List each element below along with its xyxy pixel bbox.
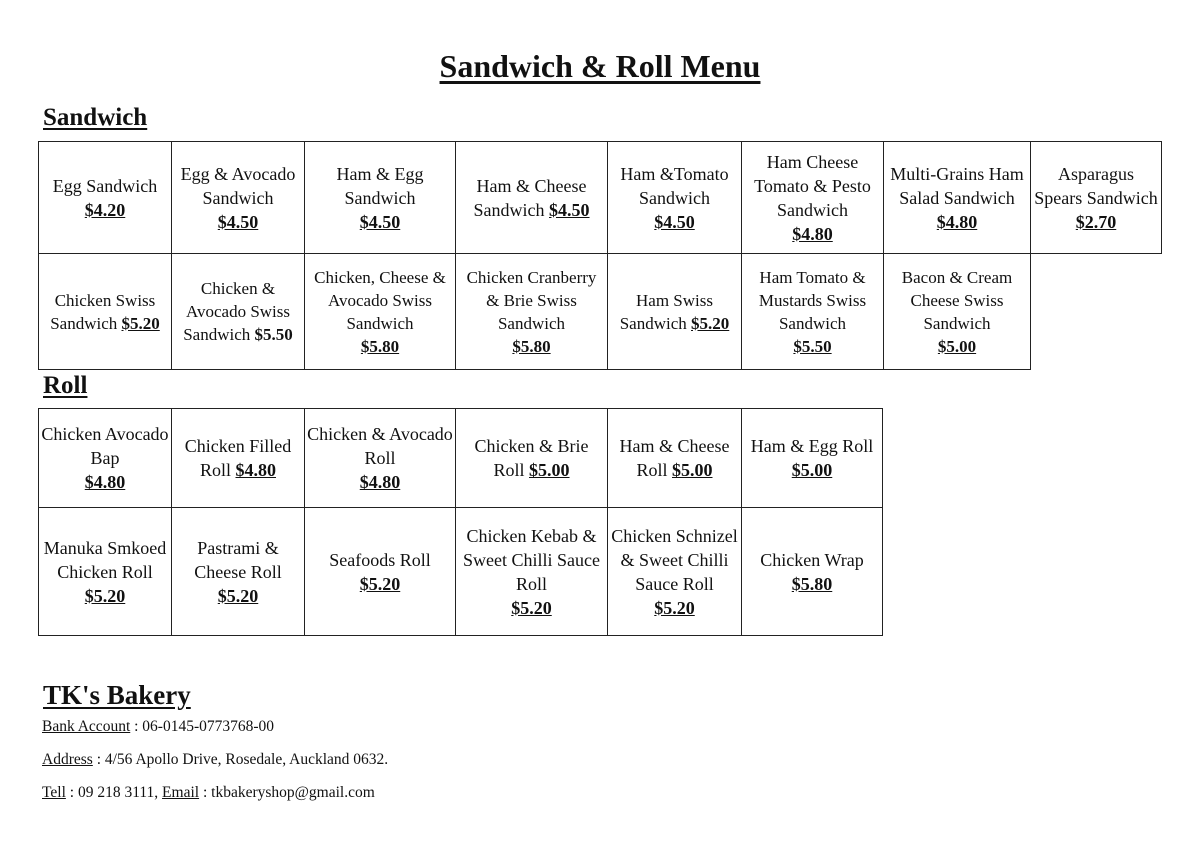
item-price: $4.80 bbox=[792, 223, 833, 244]
item-name: Chicken & Brie Roll bbox=[474, 436, 589, 480]
menu-item bbox=[39, 142, 172, 254]
item-name: Chicken Cranberry & Brie Swiss Sandwich bbox=[466, 267, 597, 333]
item-price: $4.50 bbox=[217, 211, 259, 232]
item-name: Chicken Avocado Bap bbox=[41, 424, 169, 468]
item-name: Chicken & Avocado Roll bbox=[307, 424, 453, 468]
item-name: Chicken & Avocado Swiss Sandwich bbox=[183, 279, 291, 344]
menu-item bbox=[608, 409, 742, 508]
menu-item bbox=[172, 142, 305, 254]
item-name: Chicken, Cheese & Avocado Swiss Sandwich bbox=[314, 267, 446, 333]
item-name: Ham Cheese Tomato & Pesto Sandwich bbox=[754, 151, 871, 220]
email-label: Email bbox=[162, 784, 200, 801]
menu-item bbox=[305, 254, 456, 370]
menu-item bbox=[172, 508, 305, 636]
roll-row-1 bbox=[39, 409, 883, 508]
item-name: Asparagus Spears Sandwich bbox=[1034, 163, 1158, 208]
item-name: Ham & Egg Roll bbox=[750, 436, 874, 456]
contact-line bbox=[42, 784, 375, 802]
bank-account-label: Bank Account bbox=[42, 718, 131, 735]
address-value: : 4/56 Apollo Drive, Rosedale, Auckland 0632. bbox=[92, 751, 389, 768]
menu-item bbox=[608, 508, 742, 636]
item-price: $5.20 bbox=[217, 585, 259, 606]
item-name: Manuka Smkoed Chicken Roll bbox=[43, 537, 167, 582]
bank-account-value: : 06-0145-0773768-00 bbox=[130, 718, 275, 735]
section-heading-roll: Roll bbox=[43, 372, 88, 399]
item-price: $5.80 bbox=[360, 336, 400, 356]
bank-account-line bbox=[42, 718, 274, 736]
menu-item bbox=[305, 409, 456, 508]
menu-item bbox=[742, 142, 884, 254]
menu-item bbox=[884, 254, 1031, 370]
item-price: $5.20 bbox=[84, 585, 126, 606]
item-name: Bacon & Cream Cheese Swiss Sandwich bbox=[901, 267, 1013, 333]
item-price: $5.20 bbox=[121, 313, 160, 333]
item-name: Ham &Tomato Sandwich bbox=[620, 163, 729, 208]
item-name: Chicken Wrap bbox=[760, 549, 864, 570]
menu-item bbox=[305, 508, 456, 636]
roll-menu-table bbox=[38, 408, 883, 636]
tell-label: Tell bbox=[42, 784, 66, 801]
item-price: $5.20 bbox=[691, 313, 730, 333]
address-line bbox=[42, 751, 388, 769]
item-price: $5.80 bbox=[791, 573, 833, 594]
item-name: Ham Swiss Sandwich bbox=[619, 290, 713, 333]
menu-item bbox=[305, 142, 456, 254]
empty-cell bbox=[1031, 254, 1162, 370]
menu-item bbox=[742, 508, 883, 636]
address-label: Address bbox=[42, 751, 93, 768]
sandwich-menu-table bbox=[38, 141, 1162, 370]
item-name: Chicken Schnizel & Sweet Chilli Sauce Roll bbox=[611, 525, 738, 594]
menu-item bbox=[884, 142, 1031, 254]
item-price: $4.80 bbox=[359, 472, 401, 492]
item-price: $5.50 bbox=[254, 325, 293, 344]
item-price: $5.80 bbox=[512, 336, 551, 356]
menu-item bbox=[456, 142, 608, 254]
menu-item bbox=[39, 409, 172, 508]
menu-item bbox=[742, 409, 883, 508]
item-price: $4.50 bbox=[549, 199, 590, 220]
email-value: : tkbakeryshop@gmail.com bbox=[199, 784, 375, 801]
item-price: $5.00 bbox=[791, 460, 833, 480]
menu-item bbox=[1031, 142, 1162, 254]
item-name: Chicken Swiss Sandwich bbox=[50, 290, 156, 333]
item-name: Ham & Egg Sandwich bbox=[336, 163, 424, 208]
item-name: Chicken Filled Roll bbox=[184, 436, 292, 480]
item-name: Seafoods Roll bbox=[329, 549, 431, 570]
item-name: Multi-Grains Ham Salad Sandwich bbox=[890, 163, 1024, 208]
item-price: $4.50 bbox=[359, 211, 401, 232]
item-name: Ham Tomato & Mustards Swiss Sandwich bbox=[758, 267, 867, 333]
page-title: Sandwich & Roll Menu bbox=[439, 48, 761, 84]
item-name: Chicken Kebab & Sweet Chilli Sauce Roll bbox=[463, 525, 600, 594]
menu-item bbox=[39, 254, 172, 370]
item-price: $4.80 bbox=[936, 211, 978, 232]
item-name: Ham & Cheese Roll bbox=[619, 436, 730, 480]
menu-item bbox=[456, 254, 608, 370]
item-price: $5.20 bbox=[654, 597, 695, 618]
roll-row-2 bbox=[39, 508, 883, 636]
menu-item bbox=[608, 142, 742, 254]
item-price: $4.80 bbox=[235, 460, 276, 480]
menu-item bbox=[742, 254, 884, 370]
bakery-name: TK's Bakery bbox=[43, 680, 191, 710]
menu-item bbox=[172, 254, 305, 370]
menu-item bbox=[608, 254, 742, 370]
item-price: $4.80 bbox=[84, 472, 126, 492]
menu-item bbox=[172, 409, 305, 508]
item-name: Ham & Cheese Sandwich bbox=[473, 175, 587, 220]
item-price: $4.20 bbox=[84, 199, 126, 220]
sandwich-row-1 bbox=[39, 142, 1162, 254]
section-heading-sandwich: Sandwich bbox=[43, 104, 148, 131]
item-price: $5.50 bbox=[793, 336, 832, 356]
menu-item bbox=[39, 508, 172, 636]
item-name: Pastrami & Cheese Roll bbox=[194, 537, 282, 582]
item-price: $5.00 bbox=[672, 460, 713, 480]
item-price: $5.20 bbox=[359, 573, 401, 594]
item-price: $2.70 bbox=[1075, 211, 1117, 232]
menu-item bbox=[456, 409, 608, 508]
tell-value: : 09 218 3111, bbox=[65, 784, 163, 801]
item-price: $5.00 bbox=[529, 460, 570, 480]
sandwich-row-2 bbox=[39, 254, 1162, 370]
item-name: Egg & Avocado Sandwich bbox=[180, 163, 296, 208]
menu-item bbox=[456, 508, 608, 636]
item-price: $5.20 bbox=[511, 597, 552, 618]
item-name: Egg Sandwich bbox=[52, 175, 158, 196]
item-price: $5.00 bbox=[937, 336, 977, 356]
item-price: $4.50 bbox=[654, 211, 695, 232]
